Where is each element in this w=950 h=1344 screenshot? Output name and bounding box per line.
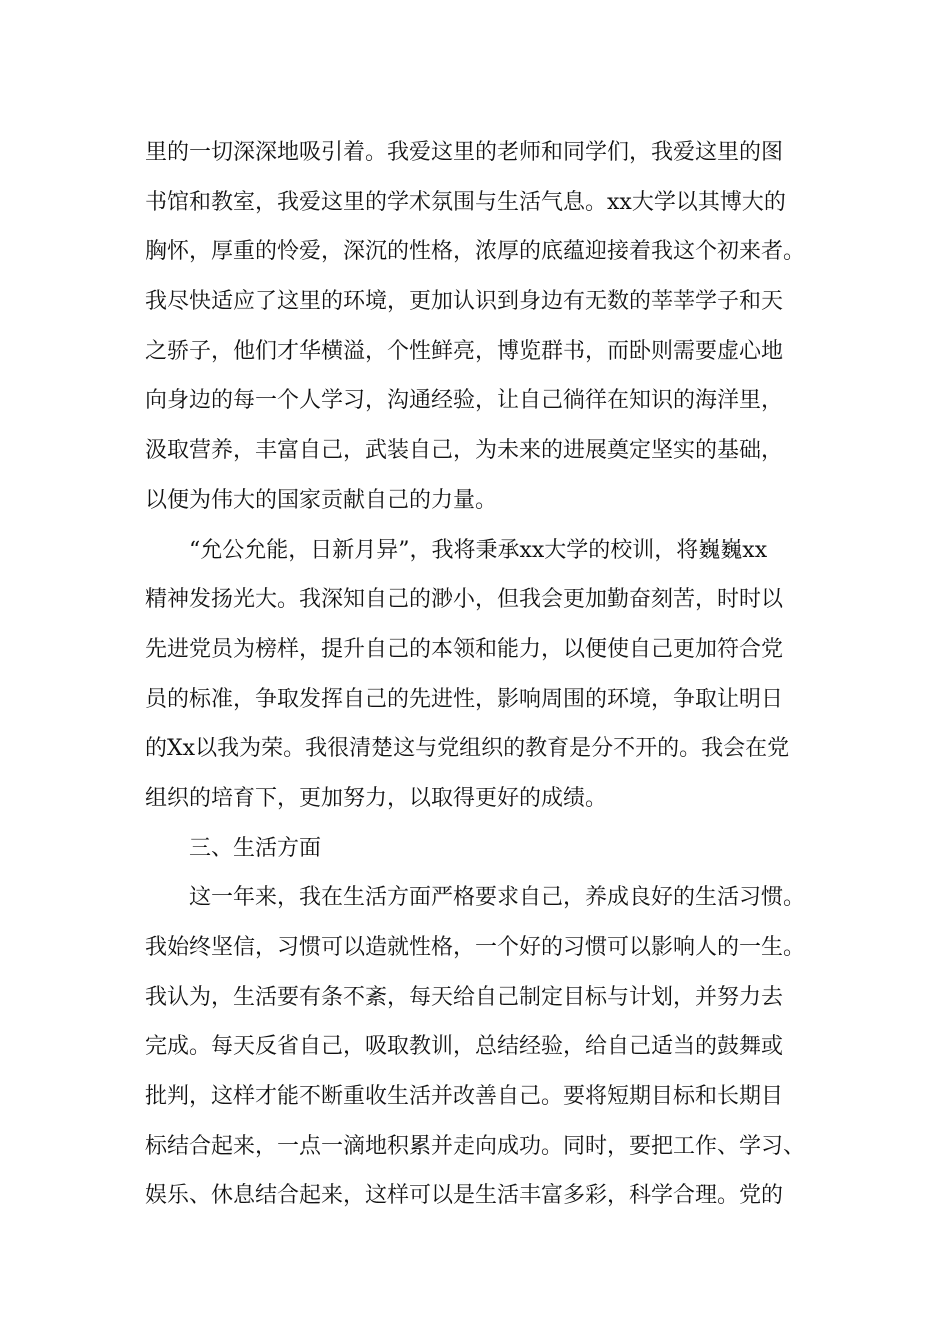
text-line: 员的标准，争取发挥自己的先进性，影响周围的环境，争取让明日	[145, 686, 784, 712]
text-line: 精神发扬光大。我深知自己的渺小，但我会更加勤奋刻苦，时时以	[145, 587, 784, 613]
text-line: 里的一切深深地吸引着。我爱这里的老师和同学们，我爱这里的图	[145, 140, 784, 165]
paragraph-first-line: “允公允能，日新月异”，我将秉承xx大学的校训，将巍巍xx	[189, 537, 768, 563]
document-body	[145, 128, 835, 1221]
text-line: 之骄子，他们才华横溢，个性鲜亮，博览群书，而卧则需要虚心地	[145, 338, 784, 364]
text-line: 娱乐、休息结合起来，这样可以是生活丰富多彩，科学合理。党的	[145, 1183, 784, 1209]
text-line: 胸怀，厚重的怜爱，深沉的性格，浓厚的底蕴迎接着我这个初来者。	[145, 239, 806, 265]
text-line: 组织的培育下，更加努力，以取得更好的成绩。	[145, 785, 608, 811]
text-line: 汲取营养，丰富自己，武装自己，为未来的进展奠定坚实的基础，	[145, 438, 784, 464]
text-line: 的Xx以我为荣。我很清楚这与党组织的教育是分不开的。我会在党	[145, 736, 790, 762]
text-line: 我认为，生活要有条不紊，每天给自己制定目标与计划，并努力去	[145, 984, 784, 1010]
text-line: 我始终坚信，习惯可以造就性格，一个好的习惯可以影响人的一生。	[145, 935, 806, 960]
text-line: 先进党员为榜样，提升自己的本领和能力，以便使自己更加符合党	[145, 636, 784, 662]
text-line: 书馆和教室，我爱这里的学术氛围与生活气息。xx大学以其博大的	[145, 189, 786, 215]
section-heading: 三、生活方面	[189, 835, 322, 861]
paragraph-first-line: 这一年来，我在生活方面严格要求自己，养成良好的生活习惯。	[189, 885, 806, 911]
text-line: 向身边的每一个人学习，沟通经验，让自己徜徉在知识的海洋里，	[145, 388, 784, 414]
text-line: 我尽快适应了这里的环境，更加认识到身边有无数的莘莘学子和天	[145, 289, 784, 315]
text-line: 以便为伟大的国家贡献自己的力量。	[145, 487, 498, 513]
text-line: 批判，这样才能不断重收生活并改善自己。要将短期目标和长期目	[145, 1084, 784, 1110]
text-line: 标结合起来，一点一滴地积累并走向成功。同时，要把工作、学习、	[145, 1133, 806, 1159]
text-line: 完成。每天反省自己，吸取教训，总结经验，给自己适当的鼓舞或	[145, 1034, 784, 1060]
